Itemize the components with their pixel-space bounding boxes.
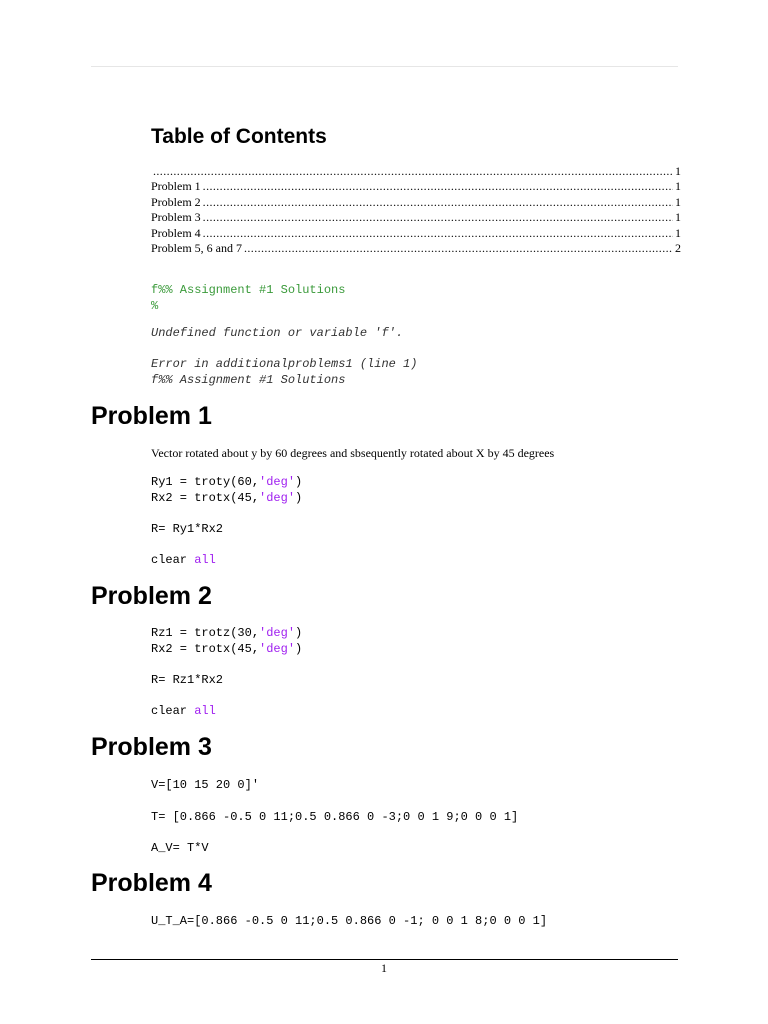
problem-1-code-clear [151, 553, 216, 569]
code-text: R= Ry1*Rx2 [151, 522, 224, 536]
toc-entry-label: Problem 1 [151, 179, 201, 194]
code-text: Rx2 = trotx(45, [151, 490, 260, 505]
code-text: ) [295, 641, 303, 656]
code-text: ) [295, 475, 303, 489]
toc-entry-page: 1 [675, 179, 681, 194]
toc-entry[interactable] [151, 226, 681, 241]
code-string: 'deg' [259, 641, 296, 656]
problem-2-code-result [151, 673, 223, 689]
toc-leader-dots [203, 195, 673, 210]
toc-entry-page: 1 [675, 210, 681, 225]
code-string: 'deg' [259, 490, 296, 505]
footer-rule [91, 959, 678, 960]
code-text: Rx2 = trotx(45, [151, 641, 260, 656]
toc-entry[interactable] [151, 241, 681, 256]
code-comment: % [151, 298, 159, 313]
toc-entry-page: 1 [675, 194, 681, 209]
code-text: Ry1 = troty(60, [151, 475, 260, 489]
toc-leader-dots [203, 179, 673, 194]
code-text: R= Rz1*Rx2 [151, 673, 224, 687]
code-text: clear [151, 704, 195, 718]
problem-2-code-block [151, 626, 302, 657]
section-heading-problem-4: Problem 4 [91, 869, 212, 897]
problem-1-code-result [151, 522, 223, 538]
code-text: clear [151, 553, 195, 567]
problem-2-code-clear [151, 704, 216, 720]
toc-entry[interactable] [151, 179, 681, 194]
toc-leader-dots [203, 210, 673, 225]
code-text: ) [295, 626, 303, 640]
toc-entry-label: Problem 4 [151, 225, 201, 240]
code-keyword: all [194, 704, 216, 718]
toc-leader-dots [203, 226, 673, 241]
code-text: Rz1 = trotz(30, [151, 626, 260, 640]
toc-title: Table of Contents [151, 125, 327, 148]
page-number: 1 [381, 961, 387, 975]
section-heading-problem-2: Problem 2 [91, 582, 212, 610]
toc-entry[interactable] [151, 164, 681, 179]
toc-entry-page: 1 [675, 225, 681, 240]
toc-entry-label: Problem 5, 6 and 7 [151, 240, 242, 255]
code-text: ) [295, 490, 303, 505]
problem-1-code-block [151, 475, 302, 506]
toc-entry[interactable] [151, 195, 681, 210]
error-output-block [151, 326, 417, 388]
code-text: U_T_A=[0.866 -0.5 0 11;0.5 0.866 0 -1; 0 0 1 8;0 0 0 1] [151, 914, 548, 928]
toc-leader-dots [244, 241, 673, 256]
problem-3-code-vector [151, 778, 259, 794]
toc-entry-page: 2 [675, 240, 681, 255]
toc-entry-label: Problem 2 [151, 194, 201, 209]
error-message: Undefined function or variable 'f'. [151, 326, 404, 340]
code-text: T= [0.866 -0.5 0 11;0.5 0.866 0 -3;0 0 1 9;0 0 0 1] [151, 810, 519, 824]
code-keyword: all [194, 553, 216, 567]
toc-entry-page: 1 [675, 164, 681, 178]
code-text: V=[10 15 20 0]' [151, 778, 260, 792]
intro-comment-block [151, 283, 345, 314]
section-heading-problem-1: Problem 1 [91, 402, 212, 430]
code-text: A_V= T*V [151, 841, 209, 855]
toc-entry[interactable] [151, 210, 681, 225]
code-string: 'deg' [259, 626, 296, 640]
toc-leader-dots [153, 164, 673, 179]
problem-3-code-transform [151, 810, 518, 826]
header-rule [91, 66, 678, 67]
code-comment: f%% Assignment #1 Solutions [151, 283, 346, 297]
problem-3-code-result [151, 841, 209, 857]
code-string: 'deg' [259, 475, 296, 489]
toc-entry-label: Problem 3 [151, 210, 201, 225]
error-location: Error in additionalproblems1 (line 1) [151, 357, 418, 371]
table-of-contents [151, 164, 681, 256]
error-source-line: f%% Assignment #1 Solutions [151, 372, 346, 387]
section-heading-problem-3: Problem 3 [91, 733, 212, 761]
problem-4-code-transform [151, 914, 547, 930]
problem-1-description: Vector rotated about y by 60 degrees and sbsequently rotated about X by 45 degrees [151, 446, 555, 460]
